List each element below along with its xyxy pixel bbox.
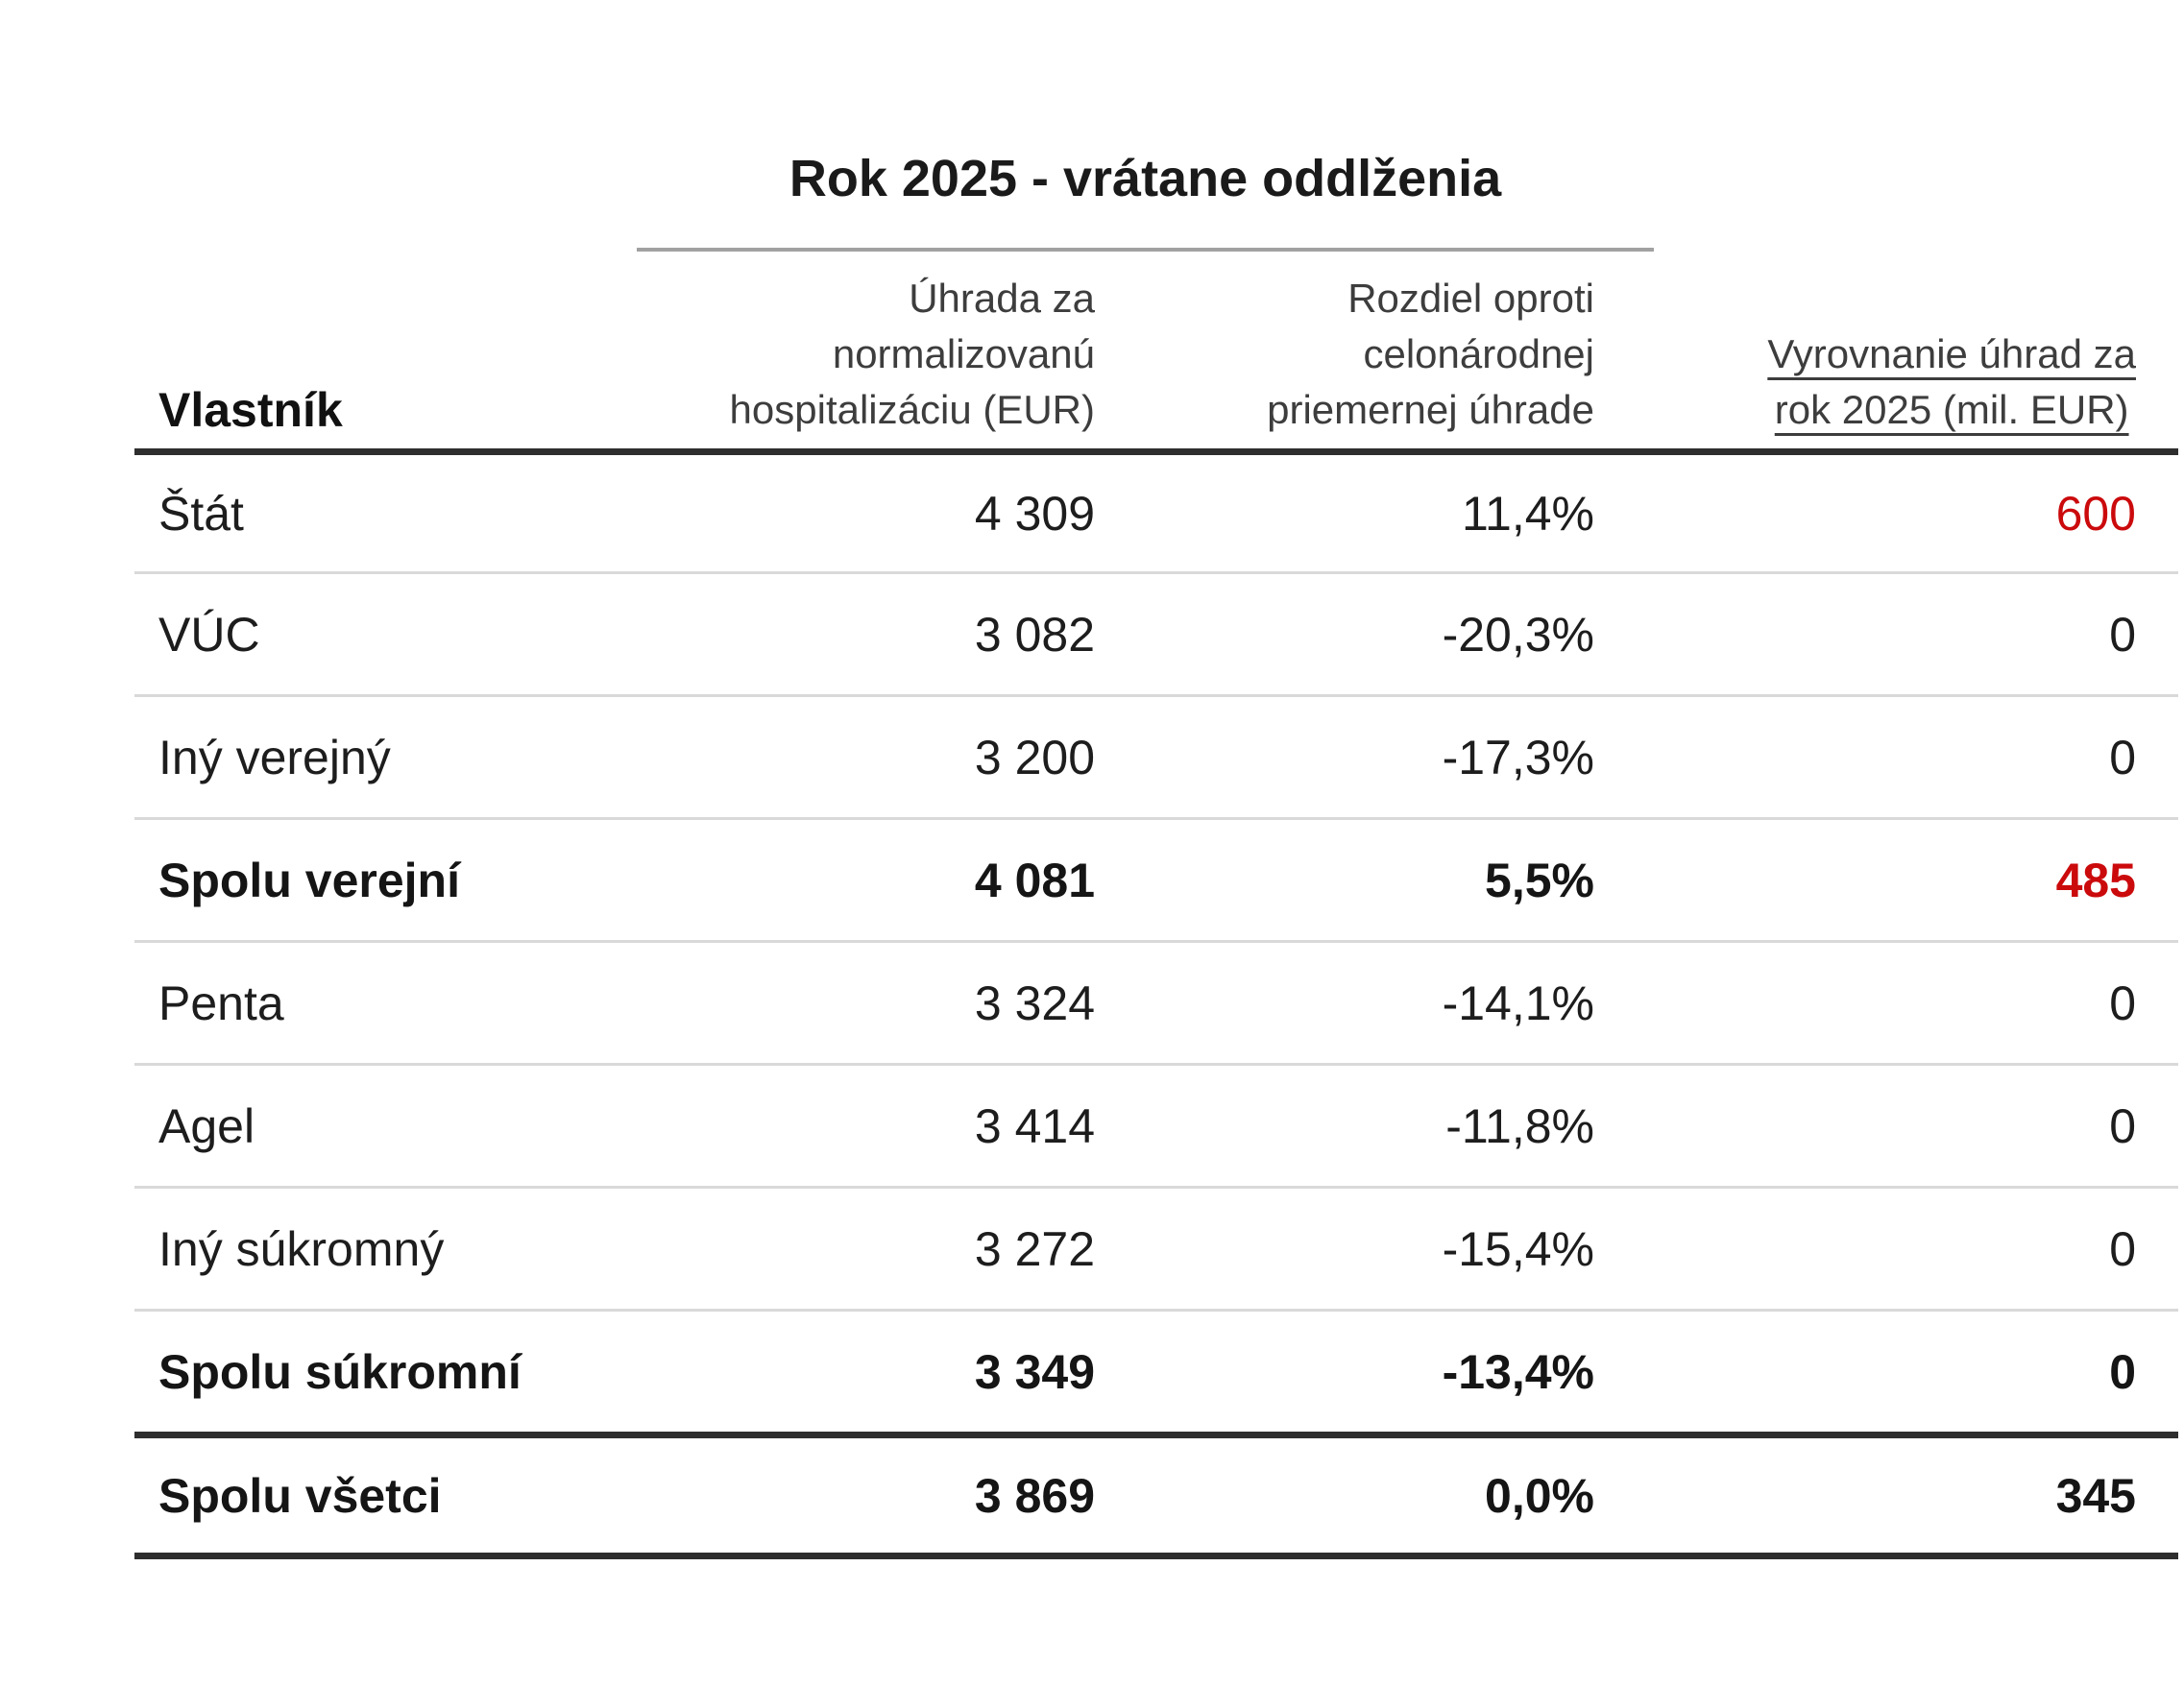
title-rule <box>637 248 1654 252</box>
column-header-payment <box>615 271 1095 442</box>
table-body <box>134 448 2178 1559</box>
settlement-cell: 0 <box>2109 976 2136 1030</box>
diff-cell: -14,1% <box>1442 976 1594 1030</box>
payment-cell: 3 869 <box>974 1468 1095 1523</box>
table-row <box>134 694 2178 817</box>
table-row <box>134 455 2178 571</box>
header-line: Vyrovnanie úhrad za <box>1767 331 2136 376</box>
diff-cell: -11,8% <box>1445 1098 1594 1153</box>
owner-cell: Agel <box>158 1098 255 1153</box>
diff-cell: -17,3% <box>1442 730 1594 784</box>
owner-cell: Spolu všetci <box>158 1468 442 1523</box>
payment-cell: 3 200 <box>974 730 1095 784</box>
table-row <box>134 1063 2178 1186</box>
owner-cell: Iný súkromný <box>158 1221 445 1276</box>
column-header-settlement <box>1594 326 2178 442</box>
owner-cell: Spolu súkromní <box>158 1344 522 1399</box>
table-row <box>134 817 2178 940</box>
payment-cell: 3 272 <box>974 1221 1095 1276</box>
settlement-cell: 345 <box>2055 1468 2136 1523</box>
column-header-difference <box>1095 271 1594 442</box>
column-header-owner: Vlastník <box>158 383 343 437</box>
settlement-cell: 0 <box>2109 730 2136 784</box>
owner-cell: Spolu verejní <box>158 853 460 907</box>
payment-cell: 4 309 <box>974 486 1095 541</box>
table-row <box>134 1186 2178 1309</box>
payment-cell: 4 081 <box>974 853 1095 907</box>
payment-cell: 3 324 <box>974 976 1095 1030</box>
owner-cell: Penta <box>158 976 284 1030</box>
diff-cell: 5,5% <box>1485 853 1594 907</box>
header-line: celonárodnej <box>1363 331 1594 376</box>
header-line: Úhrada za <box>909 276 1095 321</box>
table-row <box>134 571 2178 694</box>
diff-cell: 11,4% <box>1461 486 1594 541</box>
header-line: Rozdiel oproti <box>1347 276 1594 321</box>
payment-cell: 3 082 <box>974 607 1095 662</box>
header-line: hospitalizáciu (EUR) <box>729 387 1095 432</box>
table-row <box>134 1438 2178 1553</box>
diff-cell: 0,0% <box>1485 1468 1594 1523</box>
owner-cell: VÚC <box>158 607 260 662</box>
settlement-cell: 0 <box>2109 607 2136 662</box>
owner-cell: Iný verejný <box>158 730 391 784</box>
diff-cell: -15,4% <box>1442 1221 1594 1276</box>
owner-cell: Štát <box>158 486 244 541</box>
bottom-heavy-rule <box>134 1553 2178 1559</box>
table-title: Rok 2025 - vrátane oddlženia <box>789 150 1502 207</box>
settlement-cell: 600 <box>2055 486 2136 541</box>
header-line: rok 2025 (mil. EUR) <box>1774 387 2129 432</box>
header-line: normalizovanú <box>832 331 1095 376</box>
table-row <box>134 940 2178 1063</box>
payment-cell: 3 349 <box>974 1344 1095 1399</box>
settlement-cell: 0 <box>2109 1098 2136 1153</box>
table-header-row <box>134 261 2178 442</box>
header-line: priemernej úhrade <box>1267 387 1594 432</box>
payment-cell: 3 414 <box>974 1098 1095 1153</box>
diff-cell: -13,4% <box>1442 1344 1594 1399</box>
column-header-settlement-underlined <box>1767 326 2136 438</box>
diff-cell: -20,3% <box>1442 607 1594 662</box>
total-heavy-rule <box>134 1432 2178 1438</box>
settlement-cell: 0 <box>2109 1221 2136 1276</box>
header-heavy-rule <box>134 448 2178 455</box>
settlement-cell: 485 <box>2055 853 2136 907</box>
settlement-cell: 0 <box>2109 1344 2136 1399</box>
table-row <box>134 1309 2178 1432</box>
